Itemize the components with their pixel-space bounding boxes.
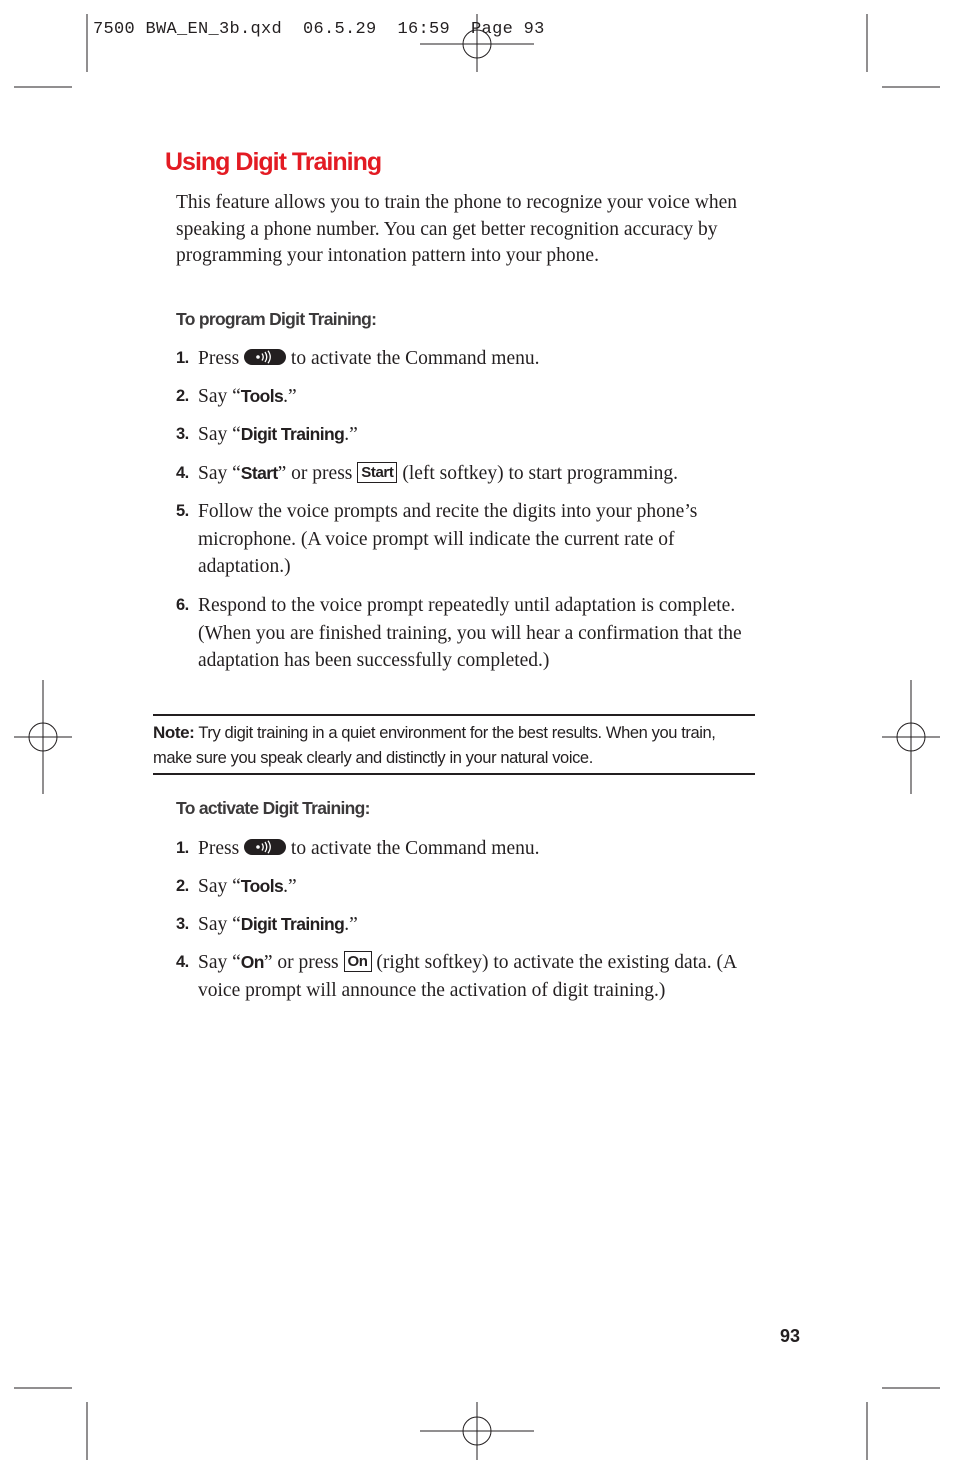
- step-text: Say “: [198, 914, 241, 935]
- step-text: ” or press: [277, 463, 353, 484]
- note-label: Note:: [153, 723, 195, 742]
- right-softkey-label: On: [344, 951, 372, 972]
- step-text: ” or press: [263, 952, 339, 973]
- note-box: [153, 714, 755, 775]
- step-number: 5.: [176, 502, 189, 520]
- step-number: 1.: [176, 349, 189, 367]
- step-text: .”: [283, 386, 297, 407]
- step-text: .”: [344, 424, 358, 445]
- step-text: Say “: [198, 463, 241, 484]
- step-text: Respond to the voice prompt repeatedly until adaptation is complete. (When you are finished training, you will hear a confirmation that the adaptation has been successfully completed.): [198, 595, 742, 672]
- step-number: 2.: [176, 387, 189, 405]
- step-text: Say “: [198, 952, 241, 973]
- step-number: 6.: [176, 596, 189, 614]
- program-heading: To program Digit Training:: [176, 309, 377, 329]
- talk-key-icon: [244, 349, 286, 365]
- activate-heading: To activate Digit Training:: [176, 798, 370, 818]
- activate-step-3: [176, 911, 756, 939]
- activate-step-4: [176, 949, 756, 1004]
- step-number: 1.: [176, 839, 189, 857]
- step-text: Say “: [198, 424, 241, 445]
- program-step-2: [176, 383, 756, 411]
- page-title: Using Digit Training: [165, 148, 382, 176]
- activate-step-2: [176, 873, 756, 901]
- page-number: 93: [780, 1326, 801, 1346]
- step-text: Press: [198, 838, 240, 859]
- step-number: 3.: [176, 425, 189, 443]
- step-text: (left softkey) to start programming.: [402, 463, 678, 484]
- step-text: to activate the Command menu.: [290, 348, 540, 369]
- voice-command: Digit Training: [240, 424, 345, 444]
- step-number: 4.: [176, 953, 189, 971]
- note-text: Try digit training in a quiet environment for the best results. When you train, make sure you speak clearly and distinctly in your natural voice.: [153, 724, 716, 767]
- step-text: Say “: [198, 386, 241, 407]
- intro-paragraph: This feature allows you to train the phone to recognize your voice when speaking a phone number. You can get better recognition accuracy by programming your intonation pattern into your phone.: [176, 192, 737, 267]
- step-number: 2.: [176, 877, 189, 895]
- left-softkey-label: Start: [357, 462, 397, 483]
- step-text: Press: [198, 348, 240, 369]
- talk-key-icon: [244, 839, 286, 855]
- step-text: .”: [283, 876, 297, 897]
- step-text: (right softkey) to activate the existing data. (A voice prompt will announce the activation of digit training.): [198, 952, 736, 1001]
- step-number: 3.: [176, 915, 189, 933]
- step-text: to activate the Command menu.: [290, 838, 540, 859]
- step-text: Say “: [198, 876, 241, 897]
- program-step-1: [176, 345, 756, 373]
- program-step-5: [176, 498, 756, 581]
- voice-command: Tools: [240, 876, 284, 896]
- program-step-6: [176, 592, 756, 675]
- program-step-3: [176, 421, 756, 449]
- voice-command: Digit Training: [240, 914, 345, 934]
- step-number: 4.: [176, 464, 189, 482]
- file-slug: 7500 BWA_EN_3b.qxd 06.5.29 16:59 Page 93: [93, 20, 545, 39]
- program-step-4: [176, 460, 756, 488]
- step-text: Follow the voice prompts and recite the digits into your phone’s microphone. (A voice prompt will indicate the current rate of adaptation.): [198, 501, 698, 578]
- activate-step-1: [176, 835, 756, 863]
- step-text: .”: [344, 914, 358, 935]
- voice-command: Start: [240, 463, 278, 483]
- voice-command: Tools: [240, 386, 284, 406]
- voice-command: On: [240, 952, 264, 972]
